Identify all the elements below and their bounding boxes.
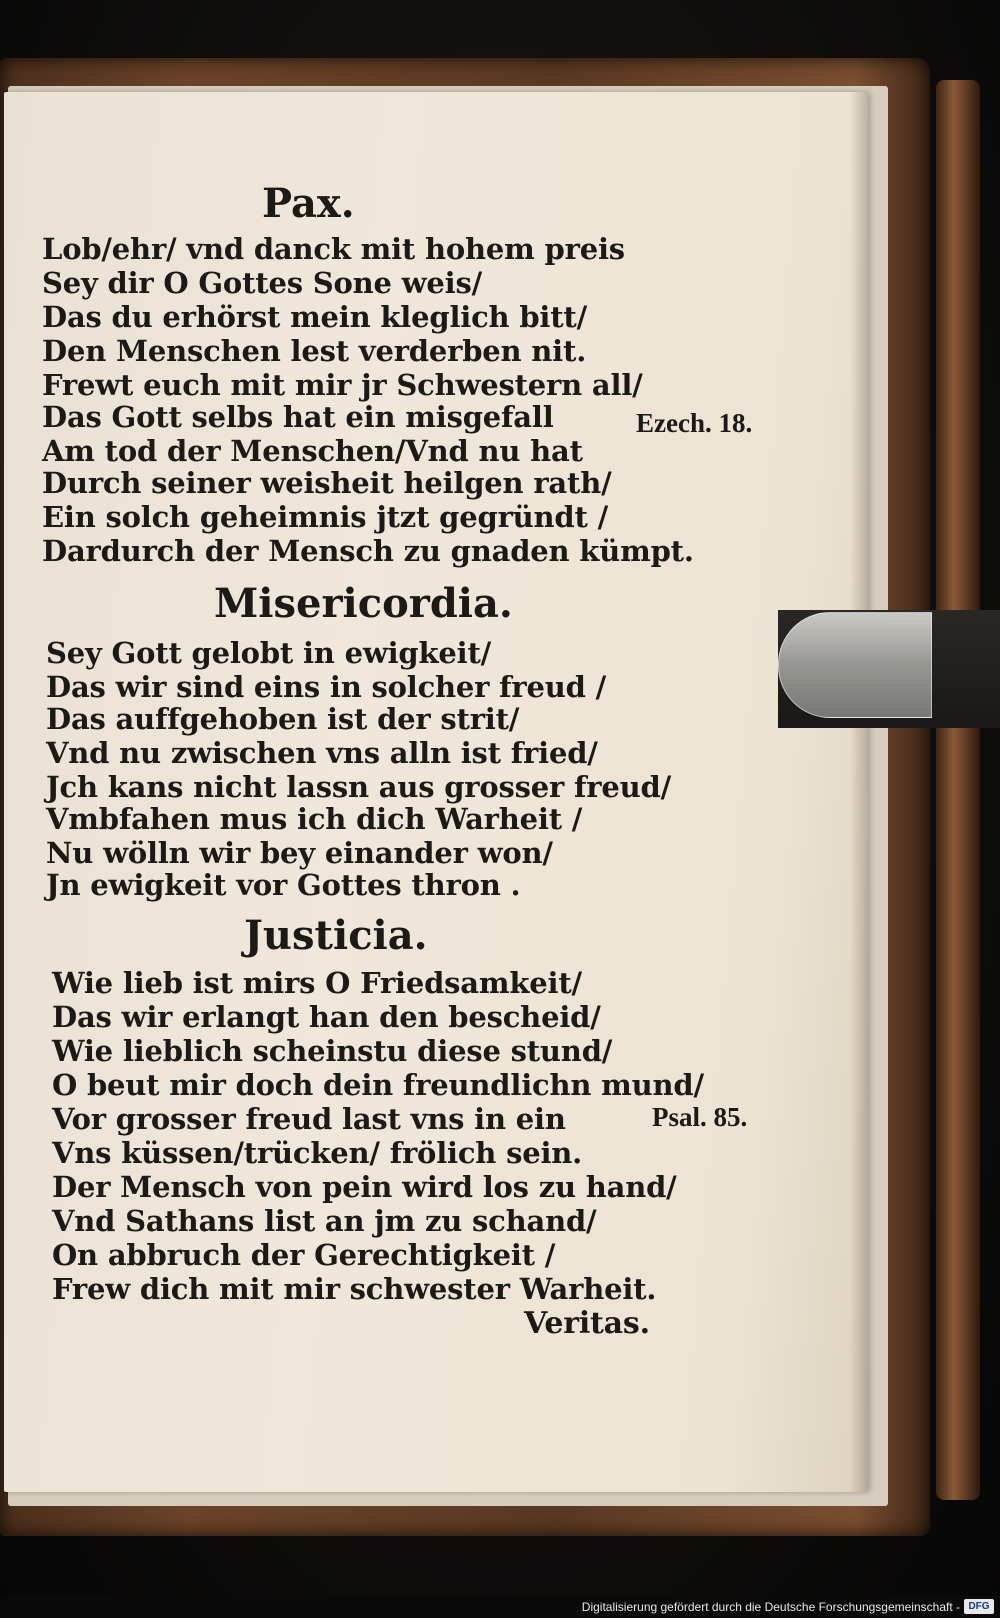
marginal-note: Ezech. 18. [636, 408, 753, 438]
verse-line: Frewt euch mit mir jr Schwestern all/ [42, 368, 643, 402]
dfg-logo: DFG [964, 1599, 994, 1614]
verse-line: Das wir sind eins in solcher freud / [46, 670, 606, 704]
verse-line: Wie lieb ist mirs O Friedsamkeit/ [52, 966, 582, 1000]
verse-line: Am tod der Menschen/Vnd nu hat [42, 434, 583, 468]
verse-line: Dardurch der Mensch zu gnaden kümpt. [42, 534, 694, 568]
footer-credit: Digitalisierung gefördert durch die Deutsche Forschungsgemeinschaft - [581, 1600, 960, 1614]
verse-line: Ein solch geheimnis jtzt gegründt / [42, 500, 608, 534]
verse-line: Das auffgehoben ist der strit/ [46, 702, 520, 736]
catchword: Veritas. [524, 1306, 650, 1341]
page-edge-shadow [850, 92, 868, 1492]
verse-line: Lob/ehr/ vnd danck mit hohem preis [42, 232, 625, 266]
verse-line: Jch kans nicht lassn aus grosser freud/ [46, 770, 671, 804]
verse-line: Vmbfahen mus ich dich Warheit / [46, 802, 583, 836]
verse-line: Das du erhörst mein kleglich bitt/ [42, 300, 587, 334]
verse-line: Sey dir O Gottes Sone weis/ [42, 266, 483, 300]
verse-line: Jn ewigkeit vor Gottes thron . [46, 868, 521, 902]
verse-line: Nu wölln wir bey einander won/ [46, 836, 553, 870]
marginal-note: Psal. 85. [652, 1102, 748, 1132]
verse-line: O beut mir doch dein freundlichn mund/ [52, 1068, 704, 1102]
section-heading-misericordia: Misericordia. [214, 580, 513, 627]
verse-line: Sey Gott gelobt in ewigkeit/ [46, 636, 492, 670]
verse-line: Vns küssen/trücken/ frölich sein. [52, 1136, 583, 1170]
verse-line: Der Mensch von pein wird los zu hand/ [52, 1170, 677, 1204]
section-heading-justicia: Justicia. [244, 912, 428, 959]
verse-line: On abbruch der Gerechtigkeit / [52, 1238, 556, 1272]
verse-line: Durch seiner weisheit heilgen rath/ [42, 466, 612, 500]
verse-line: Das wir erlangt han den bescheid/ [52, 1000, 601, 1034]
verse-line: Vnd Sathans list an jm zu schand/ [52, 1204, 597, 1238]
verse-line: Vor grosser freud last vns in ein [52, 1102, 566, 1136]
verse-line: Das Gott selbs hat ein misgefall [42, 400, 554, 434]
verse-line: Den Menschen lest verderben nit. [42, 334, 587, 368]
verse-line: Frew dich mit mir schwester Warheit. [52, 1272, 657, 1306]
cover-spine-edge [936, 80, 980, 1500]
verse-line: Wie lieblich scheinstu diese stund/ [52, 1034, 613, 1068]
verse-line: Vnd nu zwischen vns alln ist fried/ [46, 736, 598, 770]
section-heading-pax: Pax. [262, 180, 355, 227]
glass-weight [778, 612, 932, 718]
